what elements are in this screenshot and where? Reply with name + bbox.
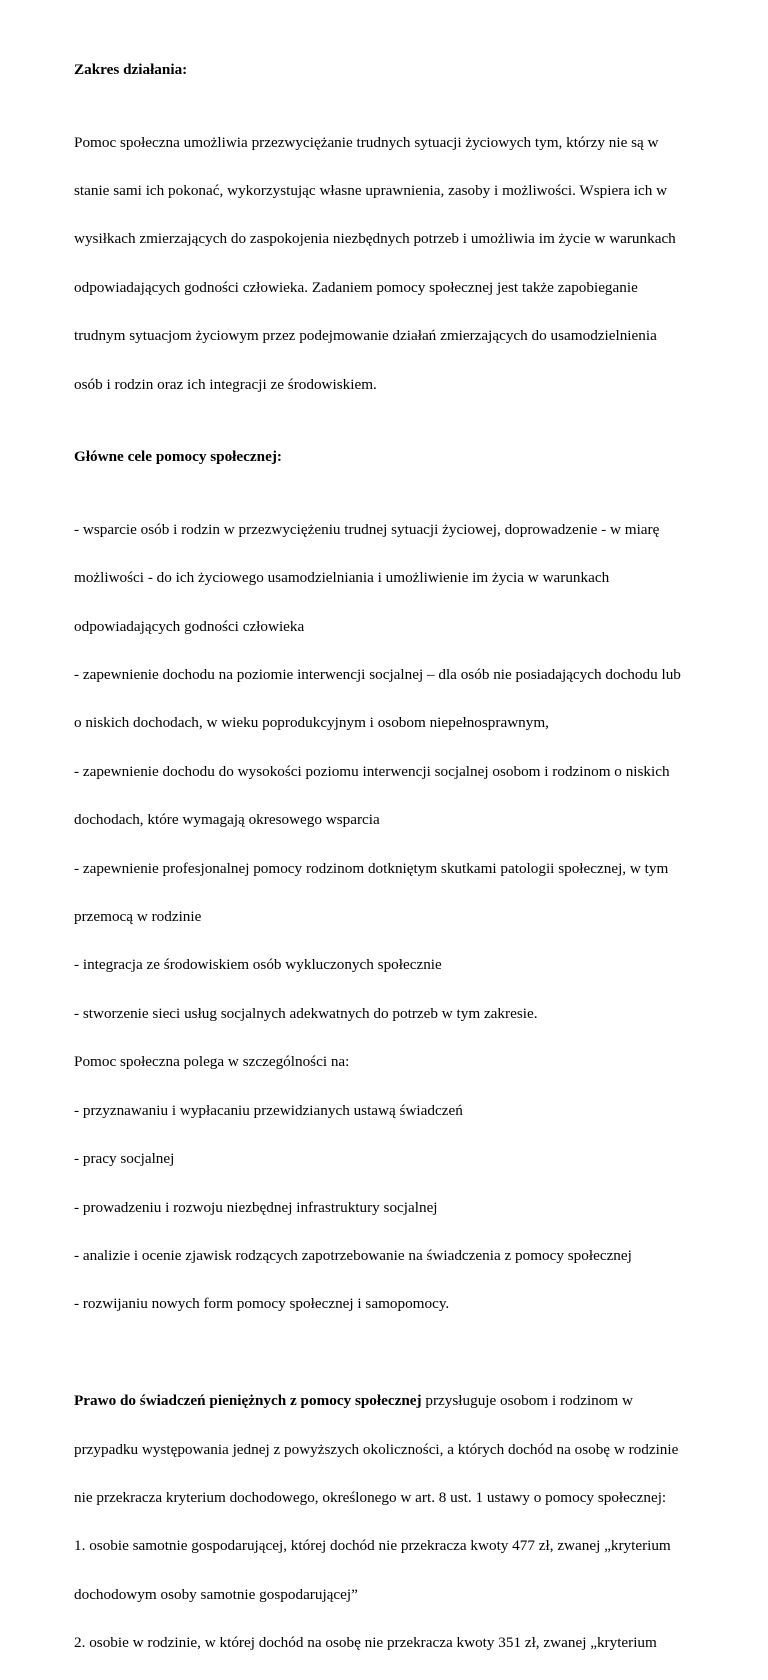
- list-item: - analizie i ocenie zjawisk rodzących zapotrzebowanie na świadczenia z pomocy społecznej: [74, 1246, 632, 1264]
- list-item: odpowiadających godności człowieka: [74, 617, 305, 635]
- list-item: - pracy socjalnej: [74, 1150, 175, 1168]
- list-item: - przyznawaniu i wypłacaniu przewidzianych ustawą świadczeń: [74, 1101, 463, 1119]
- text-line: nie przekracza kryterium dochodowego, określonego w art. 8 ust. 1 ustawy o pomocy społecznej:: [74, 1488, 667, 1506]
- scope-paragraph: [74, 106, 714, 421]
- text-line: wysiłkach zmierzających do zaspokojenia niezbędnych potrzeb i umożliwia im życie w warunkach: [74, 230, 676, 248]
- text-line: odpowiadających godności człowieka. Zadaniem pomocy społecznej jest także zapobieganie: [74, 278, 638, 296]
- list-item: dochodach, które wymagają okresowego wsparcia: [74, 811, 380, 829]
- text-line: dochodowym osoby samotnie gospodarującej”: [74, 1585, 358, 1603]
- list-item: - stworzenie sieci usług socjalnych adekwatnych do potrzeb w tym zakresie.: [74, 1004, 538, 1022]
- list-item: - zapewnienie dochodu na poziomie interwencji socjalnej – dla osób nie posiadających dochodu lub: [74, 666, 681, 684]
- text-line: przypadku występowania jednej z powyższych okoliczności, a których dochód na osobę w rodzinie: [74, 1440, 679, 1458]
- benefits-bold-lead: Prawo do świadczeń pieniężnych z pomocy społecznej: [74, 1392, 422, 1410]
- text-line: 1. osobie samotnie gospodarującej, której dochód nie przekracza kwoty 477 zł, zwanej „kryterium: [74, 1537, 671, 1555]
- text-line: Pomoc społeczna umożliwia przezwyciężanie trudnych sytuacji życiowych tym, którzy nie są w: [74, 133, 659, 151]
- list-item: możliwości - do ich życiowego usamodzielniania i umożliwienie im życia w warunkach: [74, 569, 610, 587]
- text-line: [74, 1389, 714, 1413]
- list-item: o niskich dochodach, w wieku poprodukcyjnym i osobom niepełnosprawnym,: [74, 714, 549, 732]
- spacer: [74, 82, 714, 106]
- list-item: Pomoc społeczna polega w szczególności na:: [74, 1053, 350, 1071]
- document-page: [74, 58, 714, 1680]
- list-item: - zapewnienie profesjonalnej pomocy rodzinom dotkniętym skutkami patologii społecznej, w tym: [74, 859, 669, 877]
- text-line: 2. osobie w rodzinie, w której dochód na osobę nie przekracza kwoty 351 zł, zwanej „kryterium: [74, 1634, 657, 1652]
- text-line: stanie sami ich pokonać, wykorzystując własne uprawnienia, zasoby i możliwości. Wspiera ich w: [74, 182, 668, 199]
- text-line: trudnym sytuacjom życiowym przez podejmowanie działań zmierzających do usamodzielnienia: [74, 327, 657, 345]
- list-item: przemocą w rodzinie: [74, 908, 202, 926]
- list-item: - wsparcie osób i rodzin w przezwyciężeniu trudnej sytuacji życiowej, doprowadzenie - w miarę: [74, 520, 660, 538]
- list-item: - integracja ze środowiskiem osób wykluczonych społecznie: [74, 956, 442, 974]
- spacer: [74, 469, 714, 493]
- list-item: - rozwijaniu nowych form pomocy społecznej i samopomocy.: [74, 1295, 450, 1313]
- spacer: [74, 421, 714, 445]
- benefits-paragraph: [74, 1365, 714, 1680]
- list-item: - zapewnienie dochodu do wysokości poziomu interwencji socjalnej osobom i rodzinom o niskich: [74, 762, 670, 780]
- benefits-lead-rest: przysługuje osobom i rodzinom w: [421, 1392, 633, 1410]
- section-heading-scope: Zakres działania:: [74, 61, 188, 78]
- spacer: [74, 1341, 714, 1365]
- text-line: osób i rodzin oraz ich integracji ze środowiskiem.: [74, 375, 377, 393]
- list-item: - prowadzeniu i rozwoju niezbędnej infrastruktury socjalnej: [74, 1198, 438, 1216]
- section-heading-goals: Główne cele pomocy społecznej:: [74, 448, 282, 466]
- goals-list: [74, 494, 714, 1341]
